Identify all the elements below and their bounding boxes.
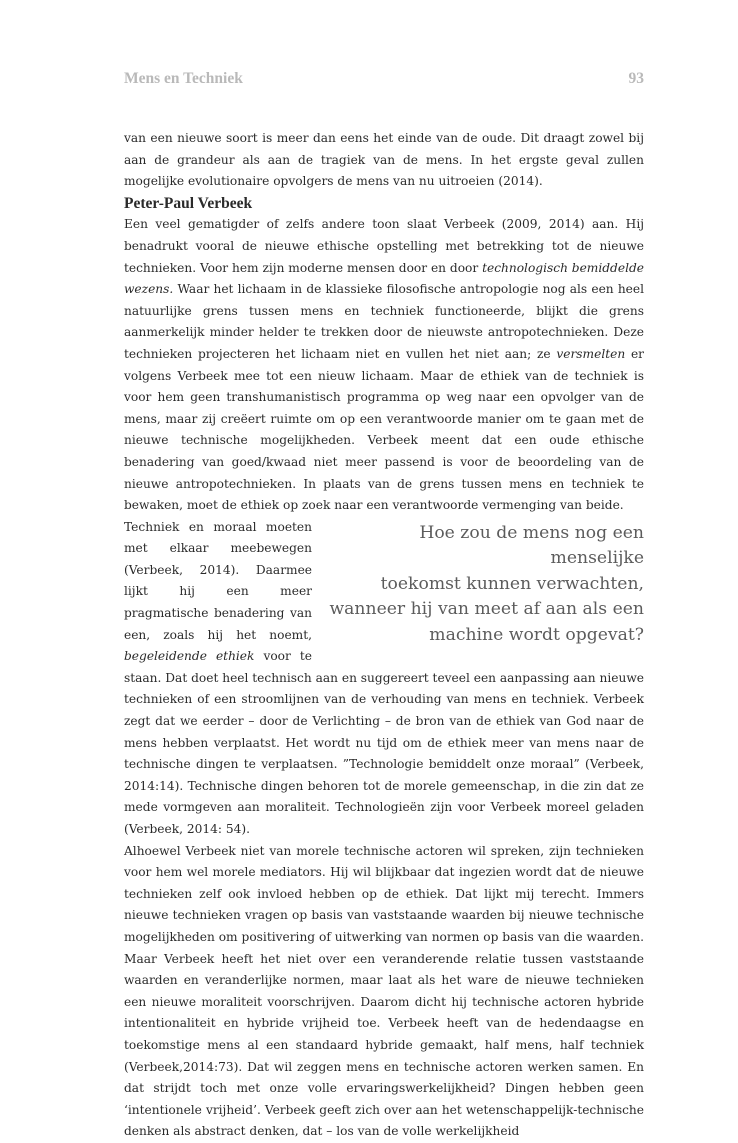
running-title: Mens en Techniek xyxy=(124,70,243,87)
running-header xyxy=(124,70,644,92)
text-run: Een veel gematigder of zelfs andere toon slaat Verbeek (2009, 2014) aan. Hij benadrukt vooral de nieuwe ethische opstelling met betrekking tot de nieuwe technieken. Voor hem zijn moderne mensen door en door xyxy=(124,217,644,275)
emphasis: technologisch bemiddelde wezens. xyxy=(124,260,644,297)
paragraph: van een nieuwe soort is meer dan eens het einde van de oude. Dit draagt zowel bij aan de grandeur als aan de tragiek van de mens. In het ergste geval zullen mogelijke evolutionaire opvolgers de mens van nu uitroeien (2014). xyxy=(124,131,644,189)
pull-quote-line: Hoe zou de mens nog een menselijke xyxy=(419,522,644,569)
pull-quote xyxy=(326,521,644,649)
page-number: 93 xyxy=(628,70,644,87)
paragraph: Alhoewel Verbeek niet van morele technische actoren wil spreken, zijn technieken voor hem wel morele mediators. Hij wil blijkbaar dat ingezien wordt dat de nieuwe technieken zelf ook invloed hebben op de ethiek. Dat lijkt mij terecht. Immers nieuwe technieken vragen op basis van vaststaande waarden bij nieuwe technische mogelijkheden om positivering of uitwerking van normen op basis van die waarden. Maar Verbeek heeft het niet over een veranderende relatie tussen vaststaande waarden en veranderlijke normen, maar laat als het ware de nieuwe technieken een nieuwe moraliteit voorschrijven. Daarom dicht hij technische actoren hybride intentionaliteit en hybride vrijheid toe. Verbeek heeft van de hedendaagse en toekomstige mens al een standaard hybride gemaakt, half mens, half techniek (Verbeek,2014:73). Dat wil zeggen mens en technische actoren werken samen. En dat strijdt toch met onze volle ervaringswerkelijkheid? Dingen hebben geen ‘intentionele vrijheid’. Verbeek geeft zich over aan het wetenschappelijk-technische denken als abstract denken, dat – los van de volle werkelijkheid xyxy=(124,843,644,1139)
pull-quote-line: toekomst kunnen verwachten, xyxy=(380,573,644,594)
emphasis: versmelten xyxy=(556,346,626,361)
pull-quote-line: wanneer hij van meet af aan als een xyxy=(329,599,644,620)
pull-quote-line: machine wordt opgevat? xyxy=(429,624,644,645)
text-run: er volgens Verbeek mee tot een nieuw lichaam. Maar de ethiek van de techniek is voor hem geen transhumanistisch programma op weg naar een opvolger van de mens, maar zij creëert ruimte om op een verantwoorde manier om te gaan met de nieuwe technische mogelijkheden. Verbeek meent dat een oude ethische benadering van goed/kwaad niet meer passend is voor de beoordeling van de nieuwe antropotechnieken. In plaats van de grens tussen mens en techniek te bewaken, moet de ethiek op zoek naar een verantwoorde vermenging van beide. xyxy=(124,346,644,513)
text-run: Waar het lichaam in de klassieke filosofische antropologie nog als een heel natuurlijke grens tussen mens en techniek functioneerde, blijkt die grens aanmerkelijk minder helder te trekken door de nieuwste antropotechnieken. Deze technieken projecteren het lichaam niet en vullen het niet aan; ze xyxy=(124,282,644,361)
paragraph xyxy=(124,214,644,516)
emphasis: begeleidende ethiek xyxy=(124,649,255,664)
text-run: voor te staan. Dat doet heel technisch aan en suggereert teveel een aanpassing aan nieuwe technieken of een stroomlijnen van de verhouding van mens en techniek. Verbeek zegt dat we eerder – door de Verlichting – de bron van de ethiek van God naar de mens hebben verplaatst. Het wordt nu tijd om de ethiek meer van mens naar de technische dingen te verplaatsen. ”Technologie bemiddelt onze moraal” (Verbeek, 2014:14). Technische dingen behoren tot de morele gemeenschap, in die zin dat ze mede vormgeven aan moraliteit. Technologieën zijn voor Verbeek moreel geladen (Verbeek, 2014: 54). xyxy=(124,649,644,836)
text-run: Techniek en moraal moeten met elkaar meebewegen (Verbeek, 2014). Daarmee lijkt hij een meer pragmatische benadering van een, zoals hij het noemt, xyxy=(124,519,312,642)
section-heading: Peter-Paul Verbeek xyxy=(124,194,253,212)
body-text xyxy=(124,128,644,1143)
